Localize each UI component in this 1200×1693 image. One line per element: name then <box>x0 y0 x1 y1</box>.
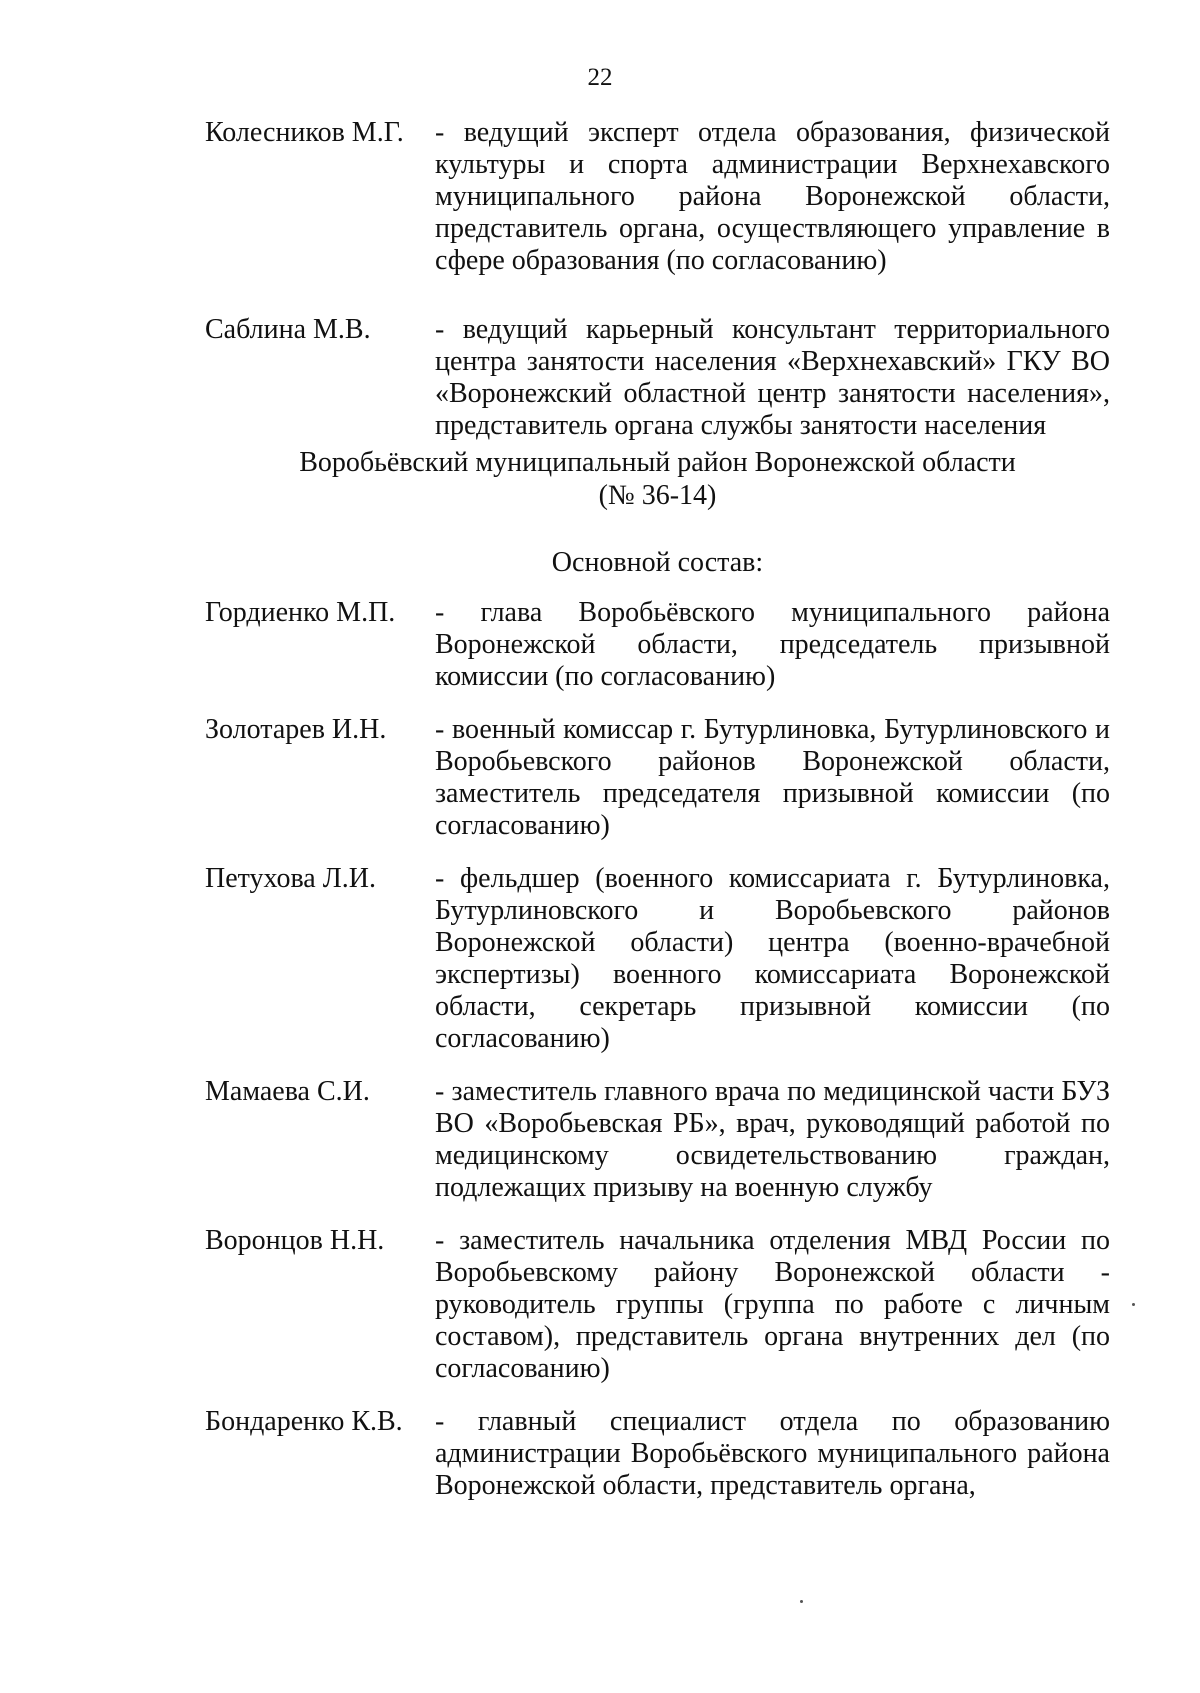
entry-petukhova <box>205 863 1110 1055</box>
entry-description: - ведущий эксперт отдела образования, физической культуры и спорта администрации Верхнехавского муниципального района Воронежской области, представитель органа, осуществляющего управление в сфере образования (по согласованию) <box>435 117 1110 276</box>
entry-description: - ведущий карьерный консультант территориального центра занятости населения «Верхнехавский» ГКУ ВО «Воронежский областной центр занятости населения», представитель органа службы занятости населения <box>435 314 1110 441</box>
section-title: Воробьёвский муниципальный район Воронежской области <box>299 447 1016 478</box>
entry-bondarenko <box>205 1406 1110 1502</box>
entry-description: - заместитель начальника отделения МВД России по Воробьевскому району Воронежской области - руководитель группы (группа по работе с личным составом), представитель органа внутренних дел (по согласованию) <box>435 1225 1110 1384</box>
entry-description: - заместитель главного врача по медицинской части БУЗ ВО «Воробьевская РБ», врач, руководящий работой по медицинскому освидетельствованию граждан, подлежащих призыву на военную службу <box>435 1076 1110 1203</box>
entry-gordienko <box>205 597 1110 693</box>
entry-zolotarev <box>205 714 1110 842</box>
entry-description: - главный специалист отдела по образованию администрации Воробьёвского муниципального района Воронежской области, представитель органа, <box>435 1406 1110 1501</box>
composition-heading: Основной состав: <box>551 547 764 578</box>
entry-name: Бондаренко К.В. <box>205 1406 403 1437</box>
scan-speck <box>1132 1303 1135 1306</box>
entry-name: Золотарев И.Н. <box>205 714 387 745</box>
entry-name: Мамаева С.И. <box>205 1076 370 1107</box>
section-heading <box>205 446 1110 512</box>
top-entries <box>205 117 1110 442</box>
main-entries <box>205 597 1110 1502</box>
entry-vorontsov <box>205 1225 1110 1385</box>
page-number: 22 <box>587 64 613 91</box>
entry-name: Гордиенко М.П. <box>205 597 396 628</box>
entry-description: - глава Воробьёвского муниципального района Воронежской области, председатель призывной комиссии (по согласованию) <box>435 597 1110 692</box>
entry-name: Саблина М.В. <box>205 314 371 345</box>
entry-name: Воронцов Н.Н. <box>205 1225 385 1256</box>
section-number: (№ 36-14) <box>598 480 717 511</box>
entry-mamaeva <box>205 1076 1110 1204</box>
entry-description: - военный комиссар г. Бутурлиновка, Бутурлиновского и Воробьевского районов Воронежской области, заместитель председателя призывной комиссии (по согласованию) <box>435 714 1110 841</box>
entry-name: Петухова Л.И. <box>205 863 376 894</box>
entry-name: Колесников М.Г. <box>205 117 404 148</box>
entry-sablina <box>205 314 1110 442</box>
scan-speck <box>800 1600 803 1603</box>
entry-kolesnikov <box>205 117 1110 277</box>
entry-description: - фельдшер (военного комиссариата г. Бутурлиновка, Бутурлиновского и Воробьевского районов Воронежской области) центра (военно-врачебной экспертизы) военного комиссариата Воронежской области, секретарь призывной комиссии (по согласованию) <box>435 863 1110 1054</box>
